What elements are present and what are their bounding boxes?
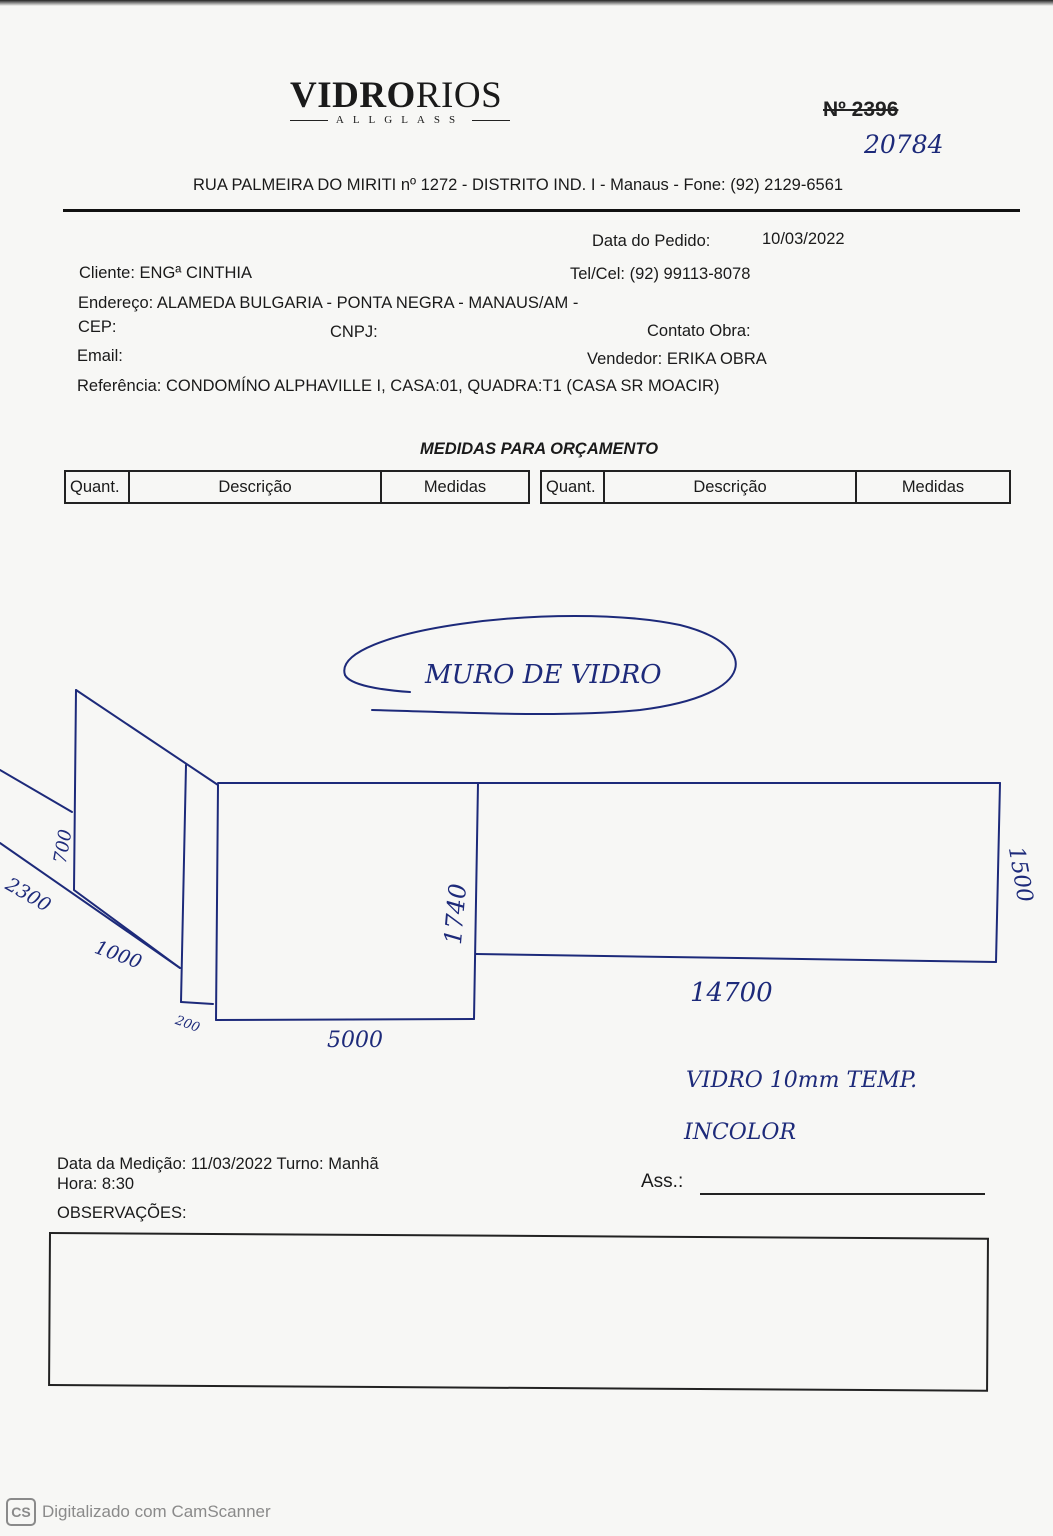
order-date-label: Data do Pedido: xyxy=(592,232,711,250)
measures-table-left xyxy=(64,470,530,504)
signature-line xyxy=(700,1193,985,1195)
phone-field: Tel/Cel: (92) 99113-8078 xyxy=(570,265,751,283)
watermark-text: Digitalizado com CamScanner xyxy=(42,1502,271,1521)
dim-1740: 1740 xyxy=(438,882,473,946)
scan-top-edge xyxy=(0,0,1053,6)
measurement-time: Hora: 8:30 xyxy=(57,1175,135,1193)
logo-tagline-row xyxy=(290,114,510,126)
cnpj-field: CNPJ: xyxy=(330,323,378,341)
glass-color-note: INCOLOR xyxy=(684,1120,797,1145)
printed-order-number: Nº 2396 xyxy=(823,98,899,121)
email-field: Email: xyxy=(77,347,123,365)
observations-box xyxy=(48,1232,989,1392)
handwritten-order-number: 20784 xyxy=(864,130,944,159)
camscanner-icon: CS xyxy=(6,1498,36,1526)
address-field: Endereço: ALAMEDA BULGARIA - PONTA NEGRA - MANAUS/AM - xyxy=(78,294,579,312)
site-contact-field: Contato Obra: xyxy=(647,322,751,340)
header-divider xyxy=(63,209,1020,212)
col-quant: Quant. xyxy=(66,472,130,502)
logo-wordmark: VIDRORIOS xyxy=(290,75,503,116)
col-quant: Quant. xyxy=(542,472,605,502)
dim-14700: 14700 xyxy=(690,978,773,1008)
col-descricao: Descrição xyxy=(130,472,382,502)
company-address: RUA PALMEIRA DO MIRITI nº 1272 - DISTRITO IND. I - Manaus - Fone: (92) 2129-6561 xyxy=(193,176,844,194)
seller-field: Vendedor: ERIKA OBRA xyxy=(587,350,767,368)
glass-spec-note: VIDRO 10mm TEMP. xyxy=(686,1068,918,1093)
col-medidas: Medidas xyxy=(901,477,965,496)
reference-field: Referência: CONDOMÍNO ALPHAVILLE I, CASA:01, QUADRA:T1 (CASA SR MOACIR) xyxy=(77,377,720,395)
dim-1500: 1500 xyxy=(1002,844,1038,905)
company-logo xyxy=(290,74,510,130)
dim-2300: 2300 xyxy=(1,873,55,917)
col-descricao: Descrição xyxy=(605,472,857,502)
signature-label: Ass.: xyxy=(641,1171,684,1192)
order-date-value: 10/03/2022 xyxy=(762,230,845,248)
title-ellipse-tail xyxy=(345,675,410,692)
logo-tagline: ALLGLASS xyxy=(335,114,465,126)
dim-700: 700 xyxy=(49,827,77,866)
col-medidas: Medidas xyxy=(423,477,487,496)
measurement-date: Data da Medição: 11/03/2022 Turno: Manhã xyxy=(57,1155,379,1173)
observations-label: OBSERVAÇÕES: xyxy=(57,1204,187,1222)
camscanner-watermark xyxy=(6,1498,271,1526)
left-wall-panel xyxy=(74,690,180,968)
cep-field: CEP: xyxy=(78,318,117,336)
dim-5000: 5000 xyxy=(327,1028,383,1053)
sketch-title: MURO DE VIDRO xyxy=(425,660,662,690)
dim-1000: 1000 xyxy=(91,936,145,974)
client-field: Cliente: ENGª CINTHIA xyxy=(79,264,252,282)
dim-200: 200 xyxy=(173,1013,202,1036)
measures-table-right xyxy=(540,470,1011,504)
section-title: MEDIDAS PARA ORÇAMENTO xyxy=(420,440,659,458)
